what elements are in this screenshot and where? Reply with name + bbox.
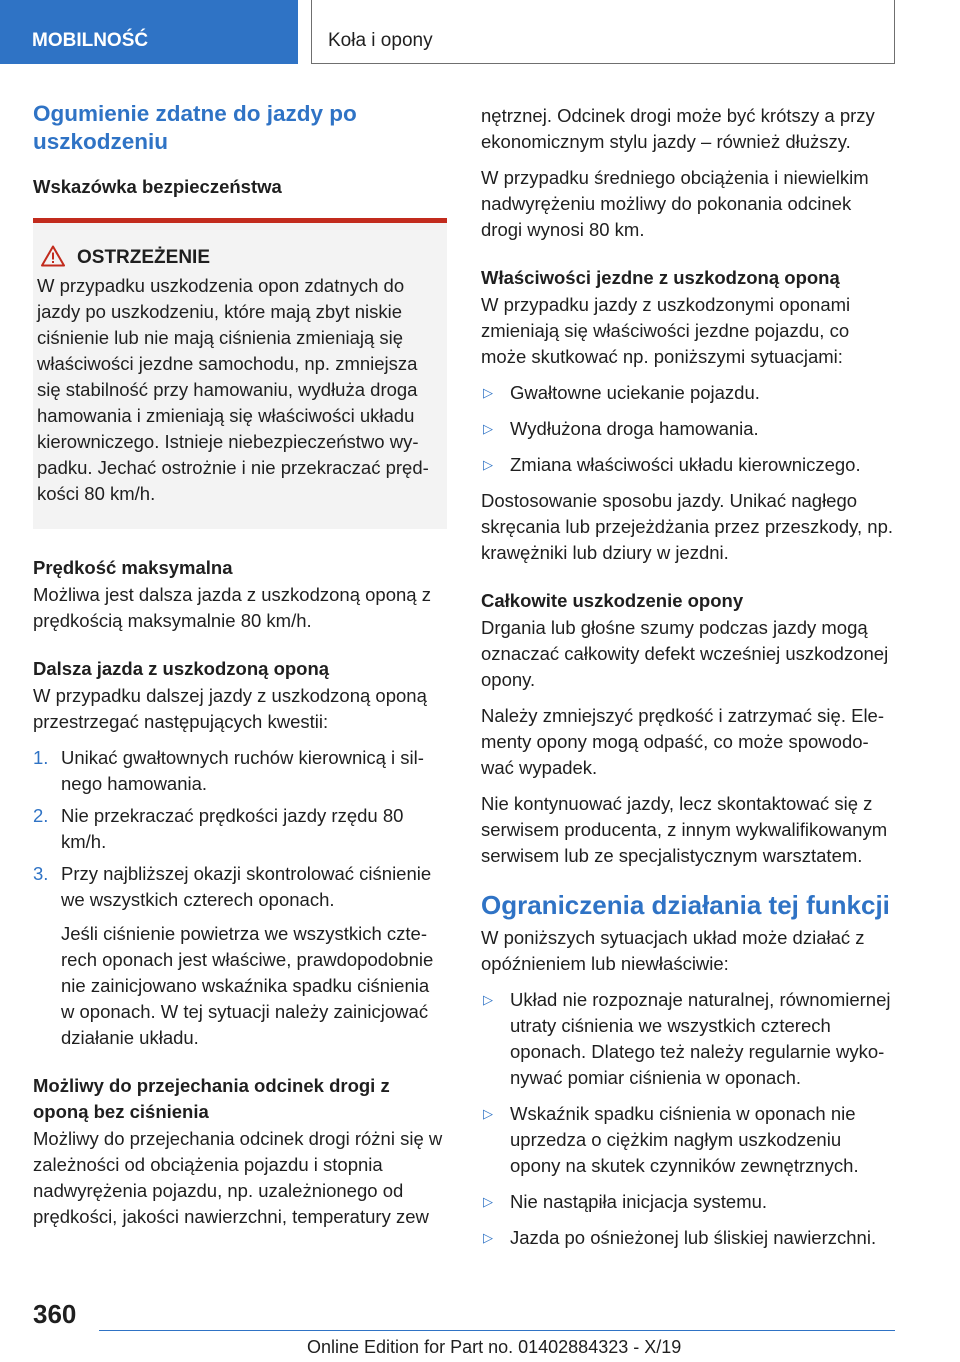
list-item bbox=[481, 987, 895, 1091]
total-damage-text-2: Należy zmniejszyć prędkość i zatrzymać się. Elementy opony mogą odpaść, co może spowodować wypadek. bbox=[481, 705, 885, 778]
footer-rule bbox=[99, 1330, 895, 1331]
list-item-text: Jazda po ośnieżonej lub śliskiej nawierzchni. bbox=[510, 1227, 877, 1248]
step-number: 2. bbox=[33, 805, 49, 826]
triangle-bullet-icon: ▷ bbox=[483, 1230, 493, 1245]
list-item bbox=[481, 380, 895, 406]
right-column bbox=[481, 103, 895, 1261]
step-number: 1. bbox=[33, 747, 49, 768]
list-item bbox=[481, 416, 895, 442]
triangle-bullet-icon: ▷ bbox=[483, 421, 493, 436]
total-damage-heading: Całkowite uszkodzenie opony bbox=[481, 590, 744, 611]
continued-text: nętrznej. Odcinek drogi może być krótszy a przy ekonomicznym stylu jazdy – również dłuższy. bbox=[481, 105, 875, 152]
warning-triangle-icon bbox=[41, 245, 65, 267]
limits-heading: Ograniczenia działania tej funkcji bbox=[481, 890, 890, 920]
adapt-driving-text: Dostosowanie sposobu jazdy. Unikać nagłego skręcania lub przejeżdżania przez przeszkody, np. krawężniki lub dziury w jezdni. bbox=[481, 490, 894, 563]
warning-text: W przypadku uszkodzenia opon zdatnych do jazdy po uszkodzeniu, które mają zbyt niskie ciśnienie lub nie mają ciśnienia zmieniają się właściwości jezdne samochodu, np. zmniejsza się stabilność przy hamowaniu, wydłuża droga hamowania i zmieniają się właściwości układu kierowniczego. Istnieje niebezpieczeństwo wypadku. Jechać ostrożnie i nie przekraczać prędkości 80 km/h. bbox=[37, 275, 429, 504]
distance-heading: Możliwy do przejechania odcinek drogi z oponą bez ciśnienia bbox=[33, 1075, 390, 1122]
section-title: Ogumienie zdatne do jazdy po uszkodzeniu bbox=[33, 101, 357, 154]
step-text: Przy najbliższej okazji skontrolować ciśnienie we wszystkich czterech oponach. bbox=[61, 863, 432, 910]
list-item-text: Wydłużona droga hamowania. bbox=[510, 418, 759, 439]
footer-edition: Online Edition for Part no. 01402884323 - X/19 bbox=[307, 1337, 682, 1357]
warning-box bbox=[33, 223, 447, 529]
triangle-bullet-icon: ▷ bbox=[483, 457, 493, 472]
total-damage-text-1: Drgania lub głośne szumy podczas jazdy mogą oznaczać całkowity defekt wcześniej uszkodzonej opony. bbox=[481, 617, 889, 690]
total-damage-text-3: Nie kontynuować jazdy, lecz skontaktować się z serwisem producenta, z innym wykwalifikowanym serwisem lub ze specjalistycznym warsztatem. bbox=[481, 793, 888, 866]
triangle-bullet-icon: ▷ bbox=[483, 1106, 493, 1121]
list-item bbox=[481, 1189, 895, 1215]
list-item bbox=[33, 803, 447, 855]
left-column bbox=[33, 100, 447, 1240]
handling-list bbox=[481, 380, 895, 478]
list-item bbox=[481, 1225, 895, 1251]
distance-text: Możliwy do przejechania odcinek drogi różni się w zależności od obciążenia pojazdu i stopnia nadwyrężenia pojazdu, np. uzależnionego od prędkości, jakości nawierzchni, temperatury zew bbox=[33, 1128, 443, 1227]
section-tab: MOBILNOŚĆ bbox=[0, 0, 298, 64]
list-item bbox=[481, 452, 895, 478]
list-item-text: Wskaźnik spadku ciśnienia w oponach nie uprzedza o ciężkim nagłym uszkodzeniu opony na skutek czynników zewnętrznych. bbox=[510, 1103, 859, 1176]
list-item-text: Gwałtowne uciekanie pojazdu. bbox=[510, 382, 760, 403]
safety-heading: Wskazówka bezpieczeństwa bbox=[33, 176, 282, 197]
handling-text: W przypadku jazdy z uszkodzonymi oponami zmieniają się właściwości jezdne pojazdu, co może skutkować np. poniższymi sytuacjami: bbox=[481, 294, 851, 367]
limits-list bbox=[481, 987, 895, 1251]
steps-list bbox=[33, 745, 447, 1051]
warning-title: OSTRZEŻENIE bbox=[77, 247, 211, 268]
triangle-bullet-icon: ▷ bbox=[483, 992, 493, 1007]
list-item-text: Nie nastąpiła inicjacja systemu. bbox=[510, 1191, 768, 1212]
list-item-text: Układ nie rozpoznaje naturalnej, równomiernej utraty ciśnienia we wszystkich czterech oponach. Dlatego też należy regularnie wykonywać pomiar ciśnienia w oponach. bbox=[510, 989, 891, 1088]
list-item bbox=[33, 861, 447, 1051]
page-number: 360 bbox=[33, 1299, 77, 1329]
triangle-bullet-icon: ▷ bbox=[483, 385, 493, 400]
warning-title-row bbox=[33, 245, 447, 271]
list-item bbox=[481, 1101, 895, 1179]
step-text: Unikać gwałtownych ruchów kierownicą i silnego hamowania. bbox=[61, 747, 424, 794]
further-driving-heading: Dalsza jazda z uszkodzoną oponą bbox=[33, 658, 330, 679]
list-item bbox=[33, 745, 447, 797]
further-driving-text: W przypadku dalszej jazdy z uszkodzoną oponą przestrzegać następujących kwestii: bbox=[33, 685, 427, 732]
limits-text: W poniższych sytuacjach układ może działać z opóźnieniem lub niewłaściwie: bbox=[481, 927, 865, 974]
list-item-text: Zmiana właściwości układu kierowniczego. bbox=[510, 454, 861, 475]
chapter-tab: Koła i opony bbox=[311, 0, 895, 64]
speed-text: Możliwa jest dalsza jazda z uszkodzoną oponą z prędkością maksymalnie 80 km/h. bbox=[33, 584, 431, 631]
triangle-bullet-icon: ▷ bbox=[483, 1194, 493, 1209]
medium-load-text: W przypadku średniego obciążenia i niewielkim nadwyrężeniu możliwy do pokonania odcinek drogi wynosi 80 km. bbox=[481, 167, 869, 240]
step-subtext: Jeśli ciśnienie powietrza we wszystkich czterech oponach jest właściwe, prawdopodobnie nie zainicjowano wskaźnika spadku ciśnienia w oponach. W tej sytuacji należy zainicjować działanie układu. bbox=[61, 923, 434, 1048]
handling-heading: Właściwości jezdne z uszkodzoną oponą bbox=[481, 267, 840, 288]
step-number: 3. bbox=[33, 863, 49, 884]
step-text: Nie przekraczać prędkości jazdy rzędu 80 km/h. bbox=[61, 805, 404, 852]
speed-heading: Prędkość maksymalna bbox=[33, 557, 233, 578]
